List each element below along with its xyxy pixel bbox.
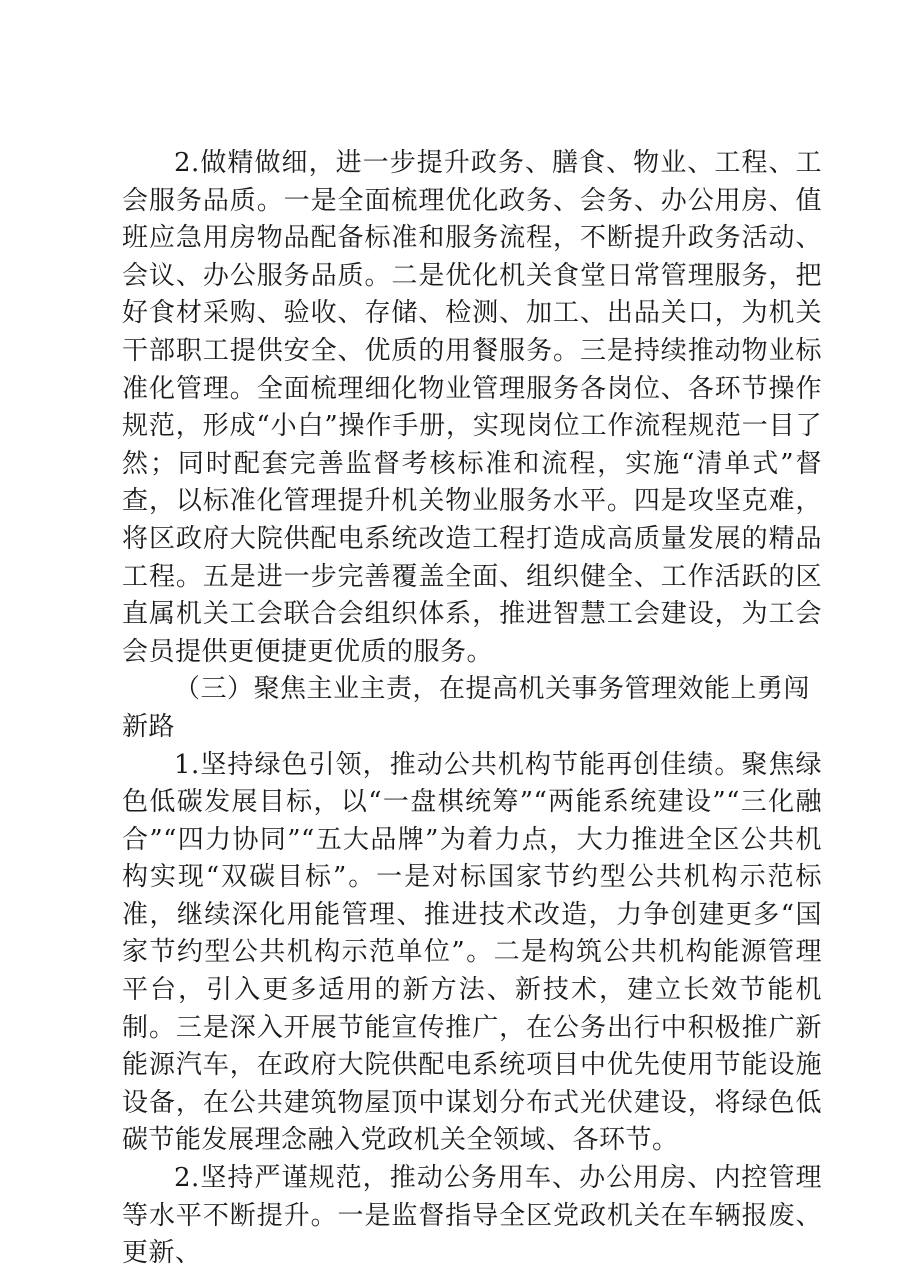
paragraph-green-energy: 1.坚持绿色引领，推动公共机构节能再创佳绩。聚焦绿色低碳发展目标，以“一盘棋统筹”“两能系统建设”“三化融合”“四力协同”“五大品牌”为着力点，大力推进全区公共机构实现“双碳目标”。一是对标国家节约型公共机构示范标准，继续深化用能管理、推进技术改造，力争创建更多“国家节约型公共机构示范单位”。二是构筑公共机构能源管理平台，引入更多适用的新方法、新技术，建立长效节能机制。三是深入开展节能宣传推广，在公务出行中积极推广新能源汽车，在政府大院供配电系统项目中优先使用节能设施设备，在公共建筑物屋顶中谋划分布式光伏建设，将绿色低碳节能发展理念融入党政机关全领域、各环节。 — [122, 749, 822, 1156]
document-body — [122, 145, 822, 1273]
paragraph-service-quality: 2.做精做细，进一步提升政务、膳食、物业、工程、工会服务品质。一是全面梳理优化政务、会务、办公用房、值班应急用房物品配备标准和服务流程，不断提升政务活动、会议、办公服务品质。二是优化机关食堂日常管理服务，把好食材采购、验收、存储、检测、加工、出品关口，为机关干部职工提供安全、优质的用餐服务。三是持续推动物业标准化管理。全面梳理细化物业管理服务各岗位、各环节操作规范，形成“小白”操作手册，实现岗位工作流程规范一目了然；同时配套完善监督考核标准和流程，实施“清单式”督查，以标准化管理提升机关物业服务水平。四是攻坚克难，将区政府大院供配电系统改造工程打造成高质量发展的精品工程。五是进一步完善覆盖全面、组织健全、工作活跃的区直属机关工会联合会组织体系，推进智慧工会建设，为工会会员提供更便捷更优质的服务。 — [122, 148, 822, 667]
section-heading-3: （三）聚焦主业主责，在提高机关事务管理效能上勇闯新路 — [122, 674, 811, 742]
paragraph-vehicle-office: 2.坚持严谨规范，推动公务用车、办公用房、内控管理等水平不断提升。一是监督指导全区党政机关在车辆报废、更新、 — [122, 1163, 822, 1269]
